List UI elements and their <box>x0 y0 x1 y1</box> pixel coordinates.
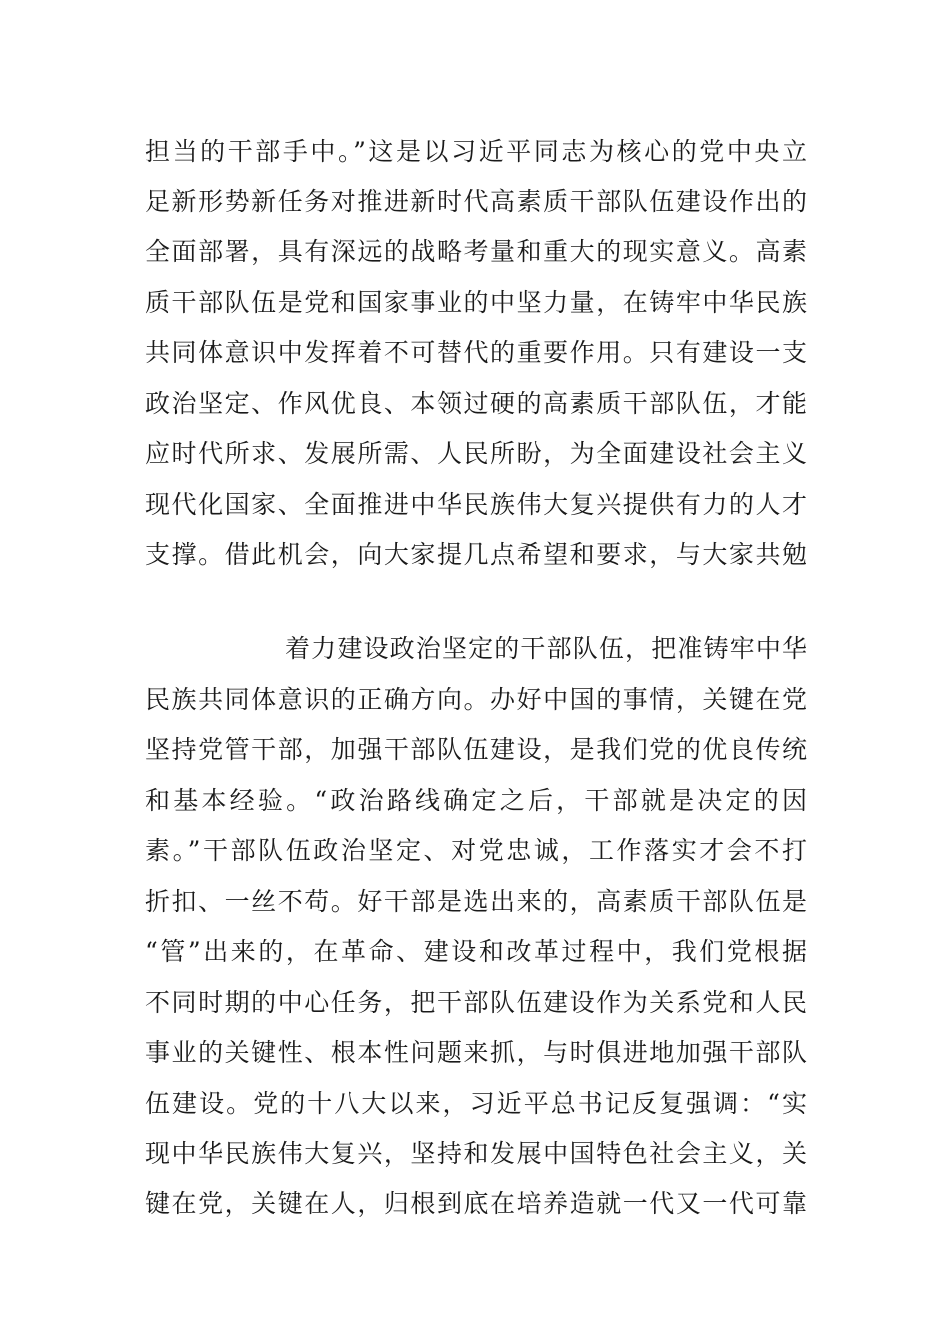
text-line: 政治坚定、作风优良、本领过硬的高素质干部队伍，才能 <box>145 389 807 418</box>
text-line: 和基本经验。“政治路线确定之后，干部就是决定的因 <box>145 786 807 815</box>
text-line: “管”出来的，在革命、建设和改革过程中，我们党根据 <box>145 937 807 966</box>
text-line: 质干部队伍是党和国家事业的中坚力量，在铸牢中华民族 <box>145 288 807 317</box>
text-line: 事业的关键性、根本性问题来抓，与时俱进地加强干部队 <box>145 1038 807 1067</box>
text-line: 现代化国家、全面推进中华民族伟大复兴提供有力的人才 <box>145 490 807 519</box>
text-line: 着力建设政治坚定的干部队伍，把准铸牢中华 <box>285 634 807 663</box>
text-line: 键在党，关键在人，归根到底在培养造就一代又一代可靠 <box>145 1189 807 1218</box>
text-line: 不同时期的中心任务，把干部队伍建设作为关系党和人民 <box>145 988 807 1017</box>
text-line: 现中华民族伟大复兴，坚持和发展中国特色社会主义，关 <box>145 1139 807 1168</box>
text-line: 足新形势新任务对推进新时代高素质干部队伍建设作出的 <box>145 187 807 216</box>
text-line: 折扣、一丝不苟。好干部是选出来的，高素质干部队伍是 <box>145 887 807 916</box>
text-line: 坚持党管干部，加强干部队伍建设，是我们党的优良传统 <box>145 735 807 764</box>
text-line: 民族共同体意识的正确方向。办好中国的事情，关键在党 <box>145 685 807 714</box>
text-line: 支撑。借此机会，向大家提几点希望和要求，与大家共勉 <box>145 540 807 569</box>
text-line: 担当的干部手中。”这是以习近平同志为核心的党中央立 <box>145 137 807 166</box>
text-line: 应时代所求、发展所需、人民所盼，为全面建设社会主义 <box>145 439 807 468</box>
text-line: 全面部署，具有深远的战略考量和重大的现实意义。高素 <box>145 237 807 266</box>
text-line: 素。”干部队伍政治坚定、对党忠诚，工作落实才会不打 <box>145 836 807 865</box>
text-line: 共同体意识中发挥着不可替代的重要作用。只有建设一支 <box>145 338 807 367</box>
text-line: 伍建设。党的十八大以来，习近平总书记反复强调：“实 <box>145 1089 807 1118</box>
